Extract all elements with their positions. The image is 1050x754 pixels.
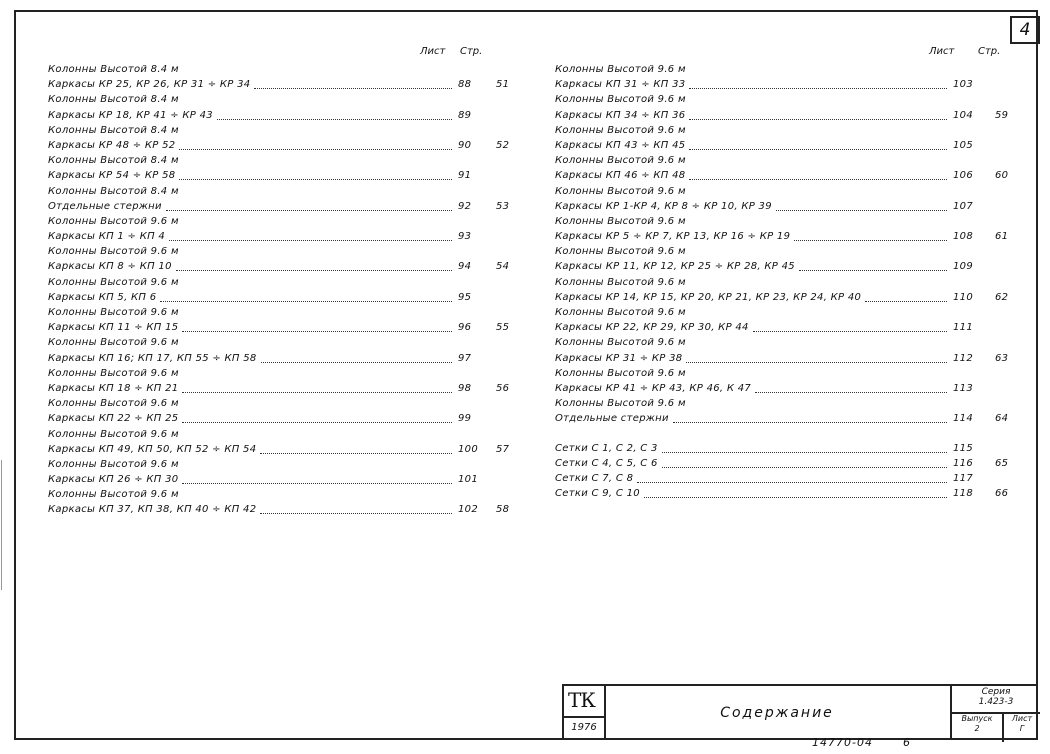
leader-dots	[686, 347, 947, 363]
row-text: Колонны Высотой 9.6 м	[555, 64, 686, 75]
row-text: Сетки С 4, С 5, С 6	[555, 457, 658, 469]
document-title: Содержание	[720, 705, 834, 721]
row-sheet: 110	[953, 291, 973, 303]
row-text: Каркасы КР 1-КР 4, КР 8 ÷ КР 10, КР 39	[555, 200, 772, 212]
row-text: Колонны Высотой 9.6 м	[48, 307, 179, 318]
contents-row	[48, 259, 510, 274]
row-text: Колонны Высотой 9.6 м	[48, 398, 179, 410]
row-page: 54	[496, 261, 510, 273]
row-sheet: 102	[458, 504, 478, 516]
issue-cell	[952, 714, 1004, 742]
row-sheet: 118	[953, 488, 973, 500]
leader-dots	[776, 195, 947, 211]
leader-dots	[260, 498, 452, 514]
row-page: 52	[496, 139, 510, 151]
row-sheet: 114	[953, 413, 973, 425]
leader-dots	[753, 316, 947, 332]
contents-list	[555, 62, 1010, 427]
leader-dots	[166, 195, 452, 211]
series-box	[950, 686, 1040, 740]
row-sheet: 116	[953, 457, 973, 469]
sheet-value: Г	[1019, 724, 1025, 733]
row-text: Колонны Высотой 9.6 м	[48, 215, 179, 227]
row-text: Колонны Высотой 9.6 м	[555, 367, 686, 379]
row-text: Каркасы КР 11, КР 12, КР 25 ÷ КР 28, КР 45	[555, 261, 795, 273]
document-number	[812, 736, 911, 749]
series-value: 1.423-3	[978, 697, 1014, 707]
row-sheet: 98	[458, 382, 472, 394]
leader-dots	[217, 104, 452, 120]
row-page: 64	[995, 413, 1009, 425]
row-text: Колонны Высотой 9.6 м	[555, 307, 686, 318]
row-sheet: 100	[458, 443, 478, 455]
row-text: Колонны Высотой 8.4 м	[48, 64, 179, 75]
row-page: 57	[496, 443, 510, 455]
leader-dots	[182, 407, 452, 423]
leader-dots	[794, 225, 947, 241]
row-text: Колонны Высотой 9.6 м	[555, 215, 686, 227]
series-label: Серия	[981, 687, 1011, 697]
row-page: 66	[995, 488, 1009, 500]
row-text: Каркасы КП 11 ÷ КП 15	[48, 322, 179, 334]
row-page: 53	[496, 200, 510, 212]
row-text: Сетки С 7, С 8	[555, 472, 634, 484]
contents-row	[48, 290, 510, 305]
row-text: Каркасы КП 37, КП 38, КП 40 ÷ КП 42	[48, 504, 257, 516]
row-sheet: 99	[458, 413, 472, 425]
contents-row	[48, 502, 510, 517]
row-text: Колонны Высотой 9.6 м	[48, 367, 179, 379]
leader-dots	[673, 407, 947, 423]
contents-row	[555, 381, 1010, 396]
leader-dots	[169, 225, 452, 241]
contents-row	[555, 229, 1010, 244]
leader-dots	[644, 482, 947, 498]
row-page: 55	[496, 322, 510, 334]
issue-value: 2	[974, 724, 980, 733]
row-text: Каркасы КР 31 ÷ КР 38	[555, 352, 683, 364]
contents-row	[48, 168, 510, 183]
contents-row	[48, 320, 510, 335]
contents-row	[48, 442, 510, 457]
row-text: Колонны Высотой 9.6 м	[555, 124, 686, 136]
page-number: 4	[1019, 20, 1031, 40]
row-sheet: 90	[458, 139, 472, 151]
leader-dots	[176, 255, 452, 271]
contents-row	[48, 138, 510, 153]
contents-row	[555, 138, 1010, 153]
leader-dots	[261, 347, 452, 363]
side-stamp	[1, 460, 10, 590]
row-sheet: 111	[953, 322, 973, 334]
contents-row	[555, 411, 1010, 426]
row-text: Каркасы КР 25, КР 26, КР 31 ÷ КР 34	[48, 79, 251, 91]
row-page: 59	[995, 109, 1009, 121]
logo	[564, 686, 606, 740]
row-text: Сетки С 1, С 2, С 3	[555, 442, 658, 454]
issue-sheet-cells	[952, 712, 1040, 742]
row-page: 60	[995, 170, 1009, 182]
row-text: Каркасы КР 41 ÷ КР 43, КР 46, К 47	[555, 382, 752, 394]
row-text: Каркасы КР 14, КР 15, КР 20, КР 21, КР 23, КР 24, КР 40	[555, 291, 862, 303]
sheet-label: Лист	[1011, 714, 1033, 723]
row-sheet: 106	[953, 170, 973, 182]
leader-dots	[865, 286, 947, 302]
row-sheet: 94	[458, 261, 472, 273]
row-text: Колонны Высотой 9.6 м	[555, 337, 686, 349]
row-sheet: 96	[458, 322, 472, 334]
row-text: Колонны Высотой 8.4 м	[48, 124, 179, 136]
leader-dots	[160, 286, 452, 302]
column-header	[48, 46, 510, 62]
row-text: Колонны Высотой 9.6 м	[555, 246, 686, 258]
row-text: Каркасы КР 18, КР 41 ÷ КР 43	[48, 109, 213, 121]
leader-dots	[179, 134, 452, 150]
row-text: Колонны Высотой 8.4 м	[48, 155, 179, 167]
leader-dots	[689, 104, 947, 120]
contents-row	[48, 229, 510, 244]
contents-row	[48, 411, 510, 426]
contents-row	[48, 381, 510, 396]
row-text: Каркасы КР 22, КР 29, КР 30, КР 44	[555, 322, 749, 334]
row-sheet: 88	[458, 79, 472, 91]
row-text: Каркасы КП 26 ÷ КП 30	[48, 474, 179, 486]
row-text: Колонны Высотой 9.6 м	[48, 489, 179, 501]
column-header	[555, 46, 1010, 62]
leader-dots	[637, 467, 947, 483]
row-text: Колонны Высотой 9.6 м	[48, 276, 179, 288]
row-text: Каркасы КП 43 ÷ КП 45	[555, 139, 686, 151]
row-text: Каркасы КР 5 ÷ КР 7, КР 13, КР 16 ÷ КР 19	[555, 231, 791, 243]
year: 1976	[564, 716, 604, 733]
row-text: Каркасы КП 22 ÷ КП 25	[48, 413, 179, 425]
row-text: Колонны Высотой 9.6 м	[48, 246, 179, 258]
row-sheet: 92	[458, 200, 472, 212]
contents-row	[555, 108, 1010, 123]
row-sheet: 97	[458, 352, 472, 364]
row-sheet: 103	[953, 79, 973, 91]
row-text: Колонны Высотой 9.6 м	[555, 276, 686, 288]
issue-label: Выпуск	[961, 714, 993, 723]
leader-dots	[799, 255, 947, 271]
row-sheet: 95	[458, 291, 472, 303]
sheet-cell	[1004, 714, 1040, 742]
contents-left-column	[48, 46, 510, 518]
row-sheet: 113	[953, 382, 973, 394]
row-page: 63	[995, 352, 1009, 364]
row-sheet: 107	[953, 200, 973, 212]
row-text: Отдельные стержни	[48, 200, 162, 212]
row-text: Колонны Высотой 8.4 м	[48, 185, 179, 197]
leader-dots	[755, 377, 947, 393]
contents-row	[48, 472, 510, 487]
contents-row	[555, 199, 1010, 214]
leader-dots	[182, 468, 452, 484]
row-text: Каркасы КП 46 ÷ КП 48	[555, 170, 686, 182]
row-text: Колонны Высотой 9.6 м	[555, 94, 686, 106]
row-page: 61	[995, 231, 1009, 243]
row-text: Каркасы КР 48 ÷ КР 52	[48, 139, 176, 151]
row-text: Колонны Высотой 8.4 м	[48, 94, 179, 106]
sheet-header: Лист	[929, 46, 955, 57]
row-sheet: 109	[953, 261, 973, 273]
contents-list	[48, 62, 510, 518]
row-text: Каркасы КП 49, КП 50, КП 52 ÷ КП 54	[48, 443, 257, 455]
row-text: Каркасы КП 1 ÷ КП 4	[48, 231, 166, 243]
leader-dots	[689, 73, 947, 89]
row-sheet: 115	[953, 442, 973, 454]
contents-row	[48, 199, 510, 214]
row-text: Колонны Высотой 9.6 м	[48, 337, 179, 349]
doc-number-value: 14770-04	[812, 736, 873, 749]
row-text: Отдельные стержни	[555, 413, 669, 425]
row-text: Колонны Высотой 9.6 м	[555, 155, 686, 167]
contents-row	[555, 168, 1010, 183]
contents-row	[555, 290, 1010, 305]
row-text: Каркасы КП 18 ÷ КП 21	[48, 382, 179, 394]
doc-sheet-value: 6	[902, 736, 911, 749]
row-sheet: 104	[953, 109, 973, 121]
leader-dots	[689, 164, 947, 180]
row-sheet: 117	[953, 472, 973, 484]
contents-row	[48, 108, 510, 123]
row-text: Колонны Высотой 9.6 м	[48, 428, 179, 440]
contents-row	[555, 77, 1010, 92]
row-page: 58	[496, 504, 510, 516]
row-text: Каркасы КП 34 ÷ КП 36	[555, 109, 686, 121]
row-text: Каркасы КП 16; КП 17, КП 55 ÷ КП 58	[48, 352, 257, 364]
contents-right-column	[555, 46, 1010, 501]
row-sheet: 108	[953, 231, 973, 243]
row-text: Каркасы КП 5, КП 6	[48, 291, 157, 303]
row-sheet: 105	[953, 139, 973, 151]
row-sheet: 91	[458, 170, 472, 182]
title-block	[562, 684, 1038, 740]
leader-dots	[689, 134, 947, 150]
row-text: Каркасы КП 8 ÷ КП 10	[48, 261, 172, 273]
row-sheet: 101	[458, 474, 478, 486]
row-text: Каркасы КР 54 ÷ КР 58	[48, 170, 176, 182]
row-sheet: 89	[458, 109, 472, 121]
contents-row	[48, 351, 510, 366]
sheet-header: Лист	[420, 46, 446, 57]
grids-list	[555, 441, 1010, 502]
row-text: Колонны Высотой 9.6 м	[555, 185, 686, 197]
contents-row	[555, 259, 1010, 274]
row-sheet: 93	[458, 231, 472, 243]
row-page: 56	[496, 382, 510, 394]
leader-dots	[179, 164, 452, 180]
page-header: Стр.	[460, 46, 483, 57]
row-text: Колонны Высотой 9.6 м	[555, 398, 686, 410]
row-page: 65	[995, 457, 1009, 469]
leader-dots	[662, 437, 947, 453]
leader-dots	[182, 377, 452, 393]
row-page: 62	[995, 291, 1009, 303]
row-text: Сетки С 9, С 10	[555, 488, 640, 500]
row-text: Колонны Высотой 9.6 м	[48, 458, 179, 470]
page-header: Стр.	[978, 46, 1001, 57]
row-text: Каркасы КП 31 ÷ КП 33	[555, 79, 686, 91]
contents-row	[48, 77, 510, 92]
row-sheet: 112	[953, 352, 973, 364]
leader-dots	[254, 73, 452, 89]
contents-row	[555, 320, 1010, 335]
leader-dots	[182, 316, 452, 332]
page-number-box	[1010, 16, 1040, 44]
leader-dots	[260, 438, 452, 454]
contents-row	[555, 351, 1010, 366]
row-page: 51	[496, 79, 510, 91]
contents-row	[555, 486, 1010, 501]
leader-dots	[662, 452, 947, 468]
logo-mark: ТК	[568, 688, 595, 712]
